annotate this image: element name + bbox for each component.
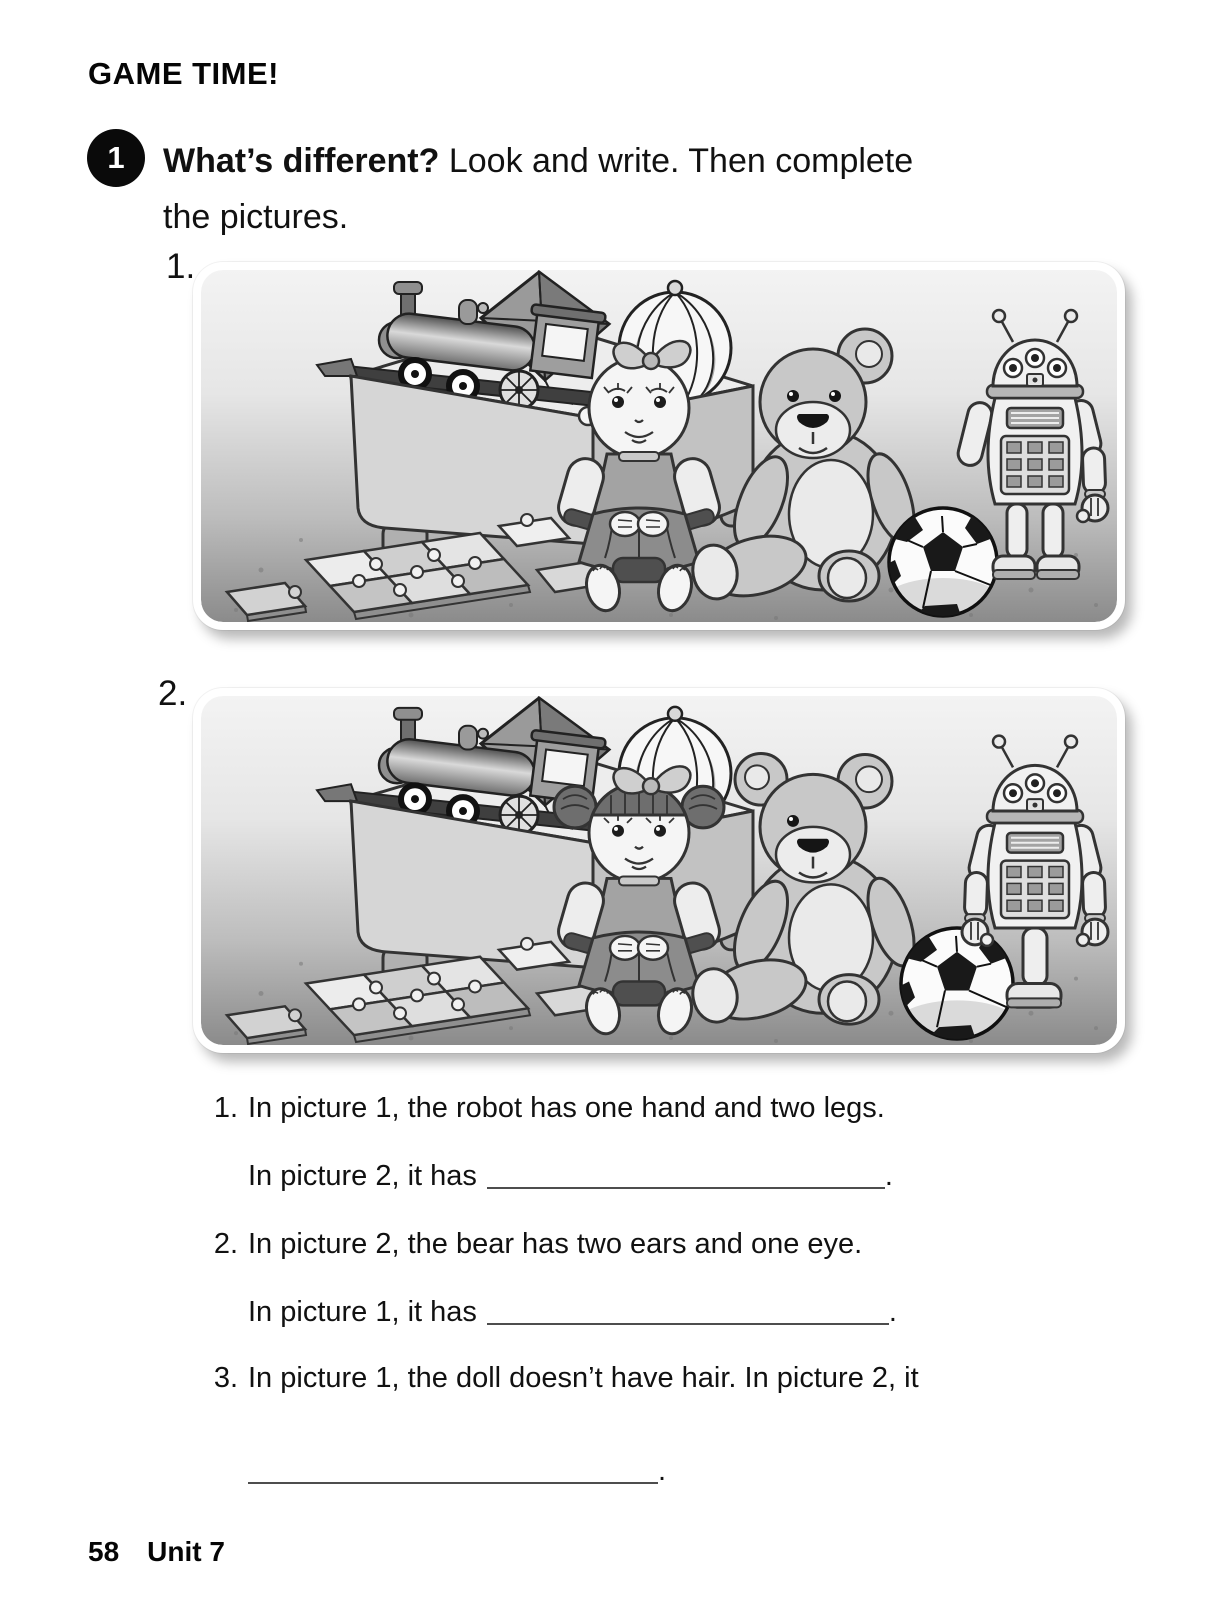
question-2-prompt: In picture 1, it has [248,1296,477,1328]
question-3-statement [204,1362,919,1395]
question-2-text: In picture 2, the bear has two ears and one eye. [248,1228,863,1260]
question-2-period: . [888,1296,897,1328]
exercise-number-badge [87,129,145,187]
picture-2-illustration [201,696,1117,1045]
question-2-number: 2. [213,1228,238,1260]
picture-1-frame [193,262,1125,630]
picture-1-label: 1. [166,247,196,286]
page-footer [88,1536,225,1568]
picture-2-label: 2. [158,674,188,713]
exercise-number: 1 [107,140,125,175]
question-1-number: 1. [213,1092,238,1124]
instruction-line2: the pictures. [163,198,349,237]
question-1-text: In picture 1, the robot has one hand and two legs. [248,1092,885,1124]
exercise-instruction [163,133,1093,245]
instruction-rest: Look and write. Then complete [439,142,914,180]
question-3-number: 3. [213,1362,238,1394]
question-1-prompt: In picture 2, it has [248,1160,477,1192]
picture-2-frame [193,688,1125,1053]
question-1-statement [204,1092,885,1125]
question-3-period: . [658,1455,667,1487]
question-2-answer-line [248,1296,897,1329]
page-header: GAME TIME! [88,56,279,91]
unit-label: Unit 7 [147,1536,225,1567]
answer-blank-1[interactable] [487,1161,885,1189]
question-3-text: In picture 1, the doll doesn’t have hair. In picture 2, it [248,1362,919,1394]
question-1-answer-line [248,1160,893,1193]
page-number: 58 [88,1536,120,1567]
picture-1-illustration [201,270,1117,622]
answer-blank-3[interactable] [248,1456,658,1484]
question-2-statement [204,1228,862,1261]
answer-blank-2[interactable] [487,1297,889,1325]
question-3-answer-line [248,1455,666,1488]
instruction-bold: What’s different? [163,142,440,180]
question-1-period: . [884,1160,893,1192]
